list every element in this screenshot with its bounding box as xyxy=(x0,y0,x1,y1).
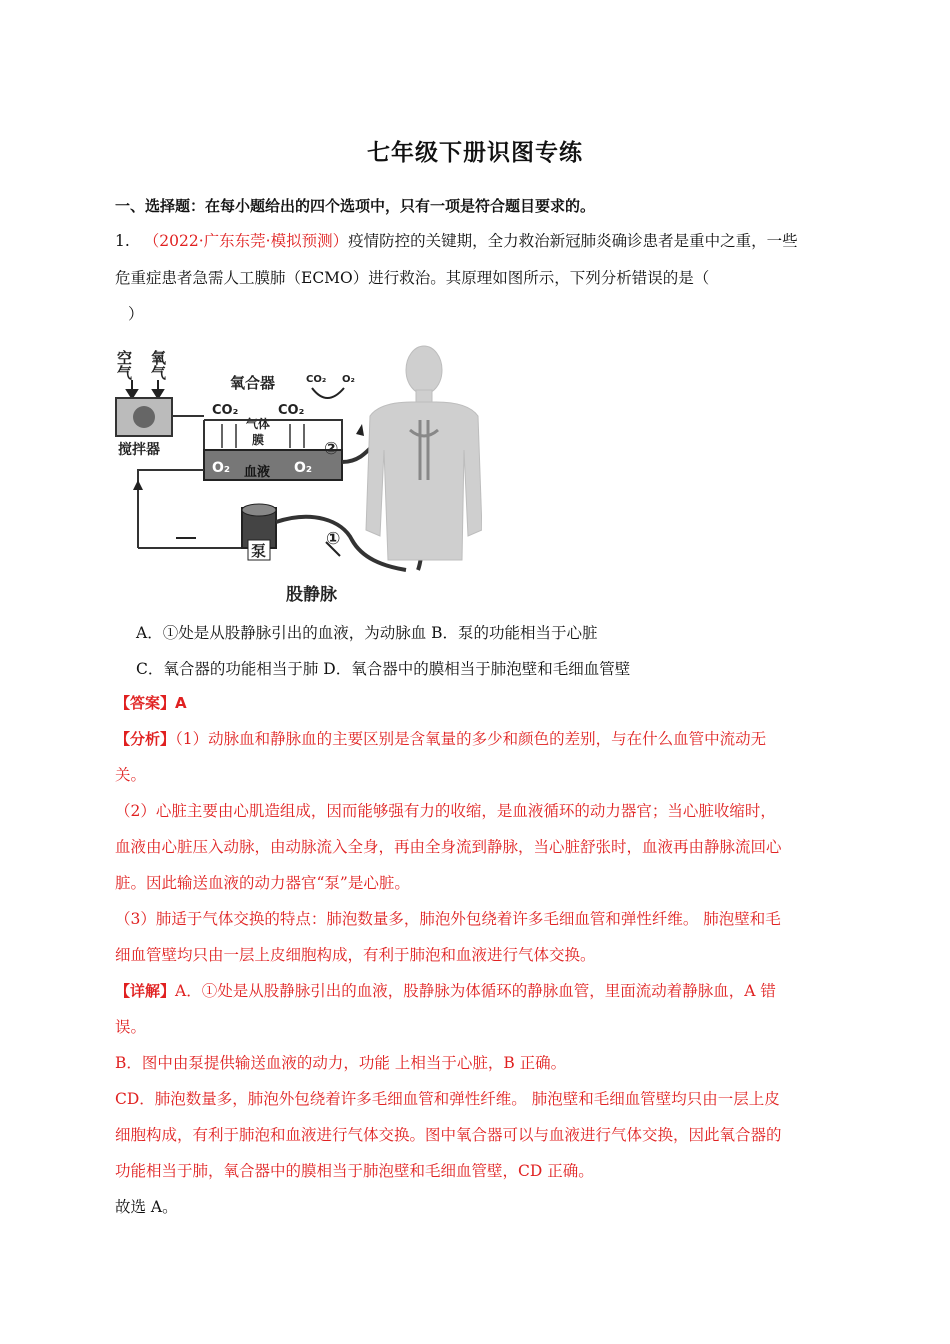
options-line-1: A．①处是从股静脉引出的血液，为动脉血 B．泵的功能相当于心脏 xyxy=(136,624,598,642)
gas-chamber xyxy=(204,420,342,450)
section-heading: 一、选择题：在每小题给出的四个选项中，只有一项是符合题目要求的。 xyxy=(115,197,596,215)
outflow-arrow xyxy=(356,424,364,436)
gas-label: 气体 xyxy=(246,417,271,431)
return-arrow-up xyxy=(133,480,143,490)
detail-b: B．图中由泵提供输送血液的动力，功能 上相当于心脏，B 正确。 xyxy=(115,1054,567,1072)
oxygen-label: 氧气 xyxy=(149,350,167,380)
human-body xyxy=(366,346,482,560)
answer xyxy=(115,693,187,713)
femoral-vein-label: 股静脉 xyxy=(286,585,337,605)
pump-label: 泵 xyxy=(251,542,267,560)
detail-cd-1: CD．肺泡数量多，肺泡外包绕着许多毛细血管和弹性纤维。 肺泡壁和毛细血管壁均只由一层上皮 xyxy=(115,1090,780,1108)
co2-left-label: CO₂ xyxy=(212,403,239,418)
ecmo-diagram xyxy=(112,330,482,612)
question-line-1 xyxy=(115,231,798,251)
analysis-label: 【分析】 xyxy=(115,730,176,748)
mixer-core xyxy=(133,406,155,428)
detail-a-1: A．①处是从股静脉引出的血液，股静脉为体循环的静脉血管，里面流动着静脉血，A 错 xyxy=(175,982,776,1000)
analysis-p3-2: 细血管壁均只由一层上皮细胞构成，有利于肺泡和血液进行气体交换。 xyxy=(115,946,596,964)
analysis-p1-1: （1）动脉血和静脉血的主要区别是含氧量的多少和颜色的差别，与在什么血管中流动无 xyxy=(175,730,767,748)
conclusion: 故选 A。 xyxy=(115,1198,178,1216)
question-stem-3: ） xyxy=(128,305,144,323)
answer-value: A xyxy=(175,694,187,712)
analysis-p2-3: 脏。因此输送血液的动力器官“泵”是心脏。 xyxy=(115,874,410,892)
o2-in-label: O₂ xyxy=(342,374,355,385)
blood-label: 血液 xyxy=(244,465,271,480)
pump-top xyxy=(242,504,276,516)
blood-return-line xyxy=(138,470,204,480)
co2-right-label: CO₂ xyxy=(278,403,305,418)
question-stem-2: 危重症患者急需人工膜肺（ECMO）进行救治。其原理如图所示，下列分析错误的是（ xyxy=(115,269,710,287)
circle-1-label: ① xyxy=(326,529,341,549)
question-stem-1: 疫情防控的关键期，全力救治新冠肺炎确诊患者是重中之重，一些 xyxy=(348,232,798,250)
oxygenator-label: 氧合器 xyxy=(230,374,276,392)
o2-left-label: O₂ xyxy=(212,460,231,476)
exchange-arrow xyxy=(312,388,344,398)
options-line-2: C．氧合器的功能相当于肺 D．氧合器中的膜相当于肺泡壁和毛细血管壁 xyxy=(136,660,631,678)
detail-cd-3: 功能相当于肺，氧合器中的膜相当于肺泡壁和毛细血管壁，CD 正确。 xyxy=(115,1162,594,1180)
detail-label: 【详解】 xyxy=(115,982,176,1000)
mixer-label: 搅拌器 xyxy=(118,442,160,458)
page-title: 七年级下册识图专练 xyxy=(367,140,583,166)
air-label: 空气 xyxy=(115,350,133,380)
analysis-p2-2: 血液由心脏压入动脉，由动脉流入全身，再由全身流到静脉，当心脏舒张时，血液再由静脉流回心 xyxy=(115,838,782,856)
answer-label: 【答案】 xyxy=(115,694,176,712)
o2-right-label: O₂ xyxy=(294,460,313,476)
question-number: 1. xyxy=(115,232,130,250)
analysis-p2-1: （2）心脏主要由心肌造组成，因而能够强有力的收缩，是血液循环的动力器官；当心脏收缩时， xyxy=(115,802,776,820)
detail-line-1 xyxy=(115,981,776,1001)
analysis-line-1 xyxy=(115,729,766,749)
membrane-label: 膜 xyxy=(252,433,265,447)
detail-cd-2: 细胞构成，有利于肺泡和血液进行气体交换。图中氧合器可以与血液进行气体交换，因此氧合器的 xyxy=(115,1126,782,1144)
inlet-arrows xyxy=(127,380,163,398)
detail-a-2: 误。 xyxy=(115,1018,147,1036)
co2-out-label: CO₂ xyxy=(306,374,327,385)
circle-2-label: ② xyxy=(324,439,339,459)
analysis-p3-1: （3）肺适于气体交换的特点：肺泡数量多，肺泡外包绕着许多毛细血管和弹性纤维。 肺泡壁和毛 xyxy=(115,910,781,928)
analysis-p1-2: 关。 xyxy=(115,766,147,784)
question-source: （2022·广东东莞·模拟预测） xyxy=(143,232,349,250)
